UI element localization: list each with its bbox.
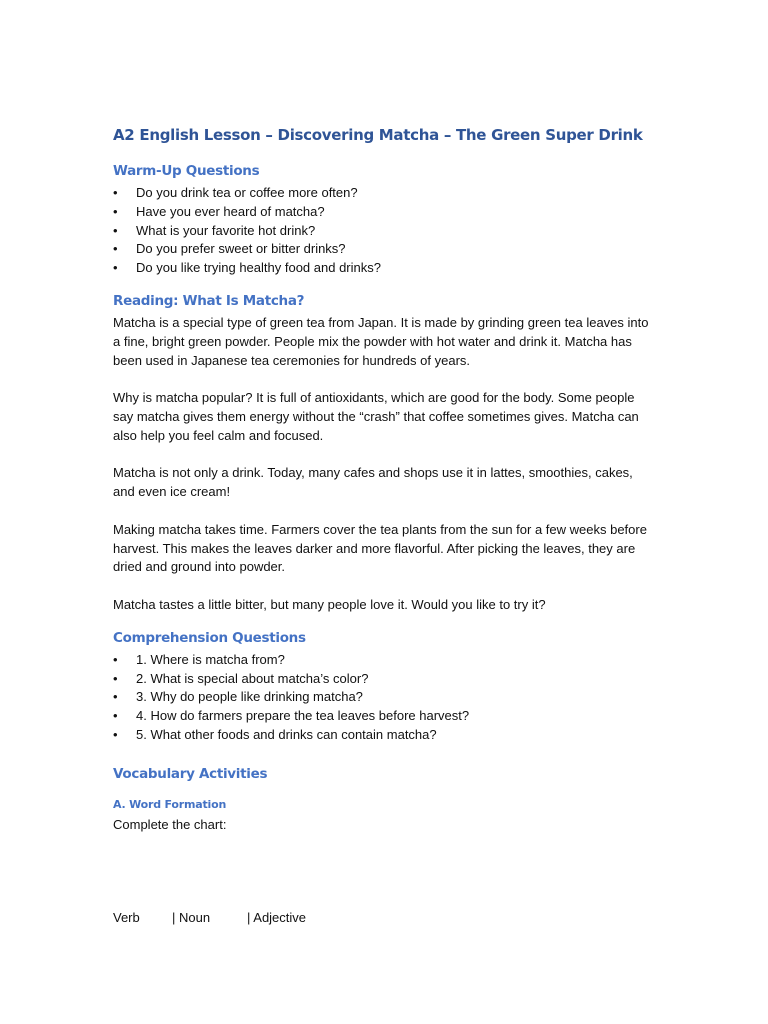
reading-paragraph: Matcha is a special type of green tea from Japan. It is made by grinding green tea leaves into a fine, bright green powder. People mix the powder with hot water and drink it. Matcha has been used in Japanese tea ceremonies for hundreds of years.: [113, 314, 649, 368]
bullet-icon: •: [113, 708, 118, 724]
bullet-icon: •: [113, 651, 118, 667]
word-formation-heading: A. Word Formation: [113, 797, 227, 811]
bullet-icon: •: [113, 185, 118, 200]
list-item: • 2. What is special about matcha’s color?: [113, 670, 658, 689]
lesson-page: [113, 124, 658, 853]
bullet-icon: •: [113, 222, 118, 238]
reading-paragraph: Making matcha takes time. Farmers cover the tea plants from the sun for a few weeks before harvest. This makes the leaves darker and more flavorful. After picking the leaves, they are dried and ground into powder.: [113, 521, 647, 575]
list-item: • Have you ever heard of matcha?: [113, 203, 658, 222]
word-formation-chart-header: [113, 909, 306, 928]
bullet-icon: •: [113, 689, 118, 705]
warmup-heading: Warm-Up Questions: [113, 163, 260, 179]
list-item: • Do you prefer sweet or bitter drinks?: [113, 240, 658, 259]
list-item: • 4. How do farmers prepare the tea leaves before harvest?: [113, 707, 658, 726]
bullet-icon: •: [113, 203, 118, 219]
reading-heading: Reading: What Is Matcha?: [113, 292, 305, 309]
bullet-icon: •: [113, 670, 118, 686]
bullet-icon: •: [113, 260, 118, 276]
warmup-list: [113, 184, 658, 278]
vocabulary-heading: Vocabulary Activities: [113, 765, 268, 782]
list-item: • 1. Where is matcha from?: [113, 651, 658, 670]
list-item: • 3. Why do people like drinking matcha?: [113, 688, 658, 707]
chart-column-adjective: | Adjective: [247, 910, 307, 925]
word-formation-instruction: Complete the chart:: [113, 816, 227, 832]
list-item: • Do you like trying healthy food and drinks?: [113, 259, 658, 278]
list-item: • Do you drink tea or coffee more often?: [113, 184, 658, 203]
reading-paragraph: Why is matcha popular? It is full of antioxidants, which are good for the body. Some people say matcha gives them energy without the “crash” that coffee sometimes gives. Matcha can also help you feel calm and focused.: [113, 390, 639, 443]
chart-column-verb: Verb: [113, 910, 140, 925]
reading-paragraph: Matcha is not only a drink. Today, many cafes and shops use it in lattes, smoothies, cakes, and even ice cream!: [113, 465, 633, 500]
list-item: • What is your favorite hot drink?: [113, 222, 658, 241]
list-item: • 5. What other foods and drinks can contain matcha?: [113, 726, 658, 745]
comprehension-list: [113, 651, 658, 745]
comprehension-heading: Comprehension Questions: [113, 629, 306, 646]
lesson-title: A2 English Lesson – Discovering Matcha – The Green Super Drink: [113, 126, 643, 144]
bullet-icon: •: [113, 726, 118, 742]
bullet-icon: •: [113, 241, 118, 257]
chart-column-noun: | Noun: [172, 910, 211, 925]
reading-paragraph: Matcha tastes a little bitter, but many people love it. Would you like to try it?: [113, 596, 546, 612]
